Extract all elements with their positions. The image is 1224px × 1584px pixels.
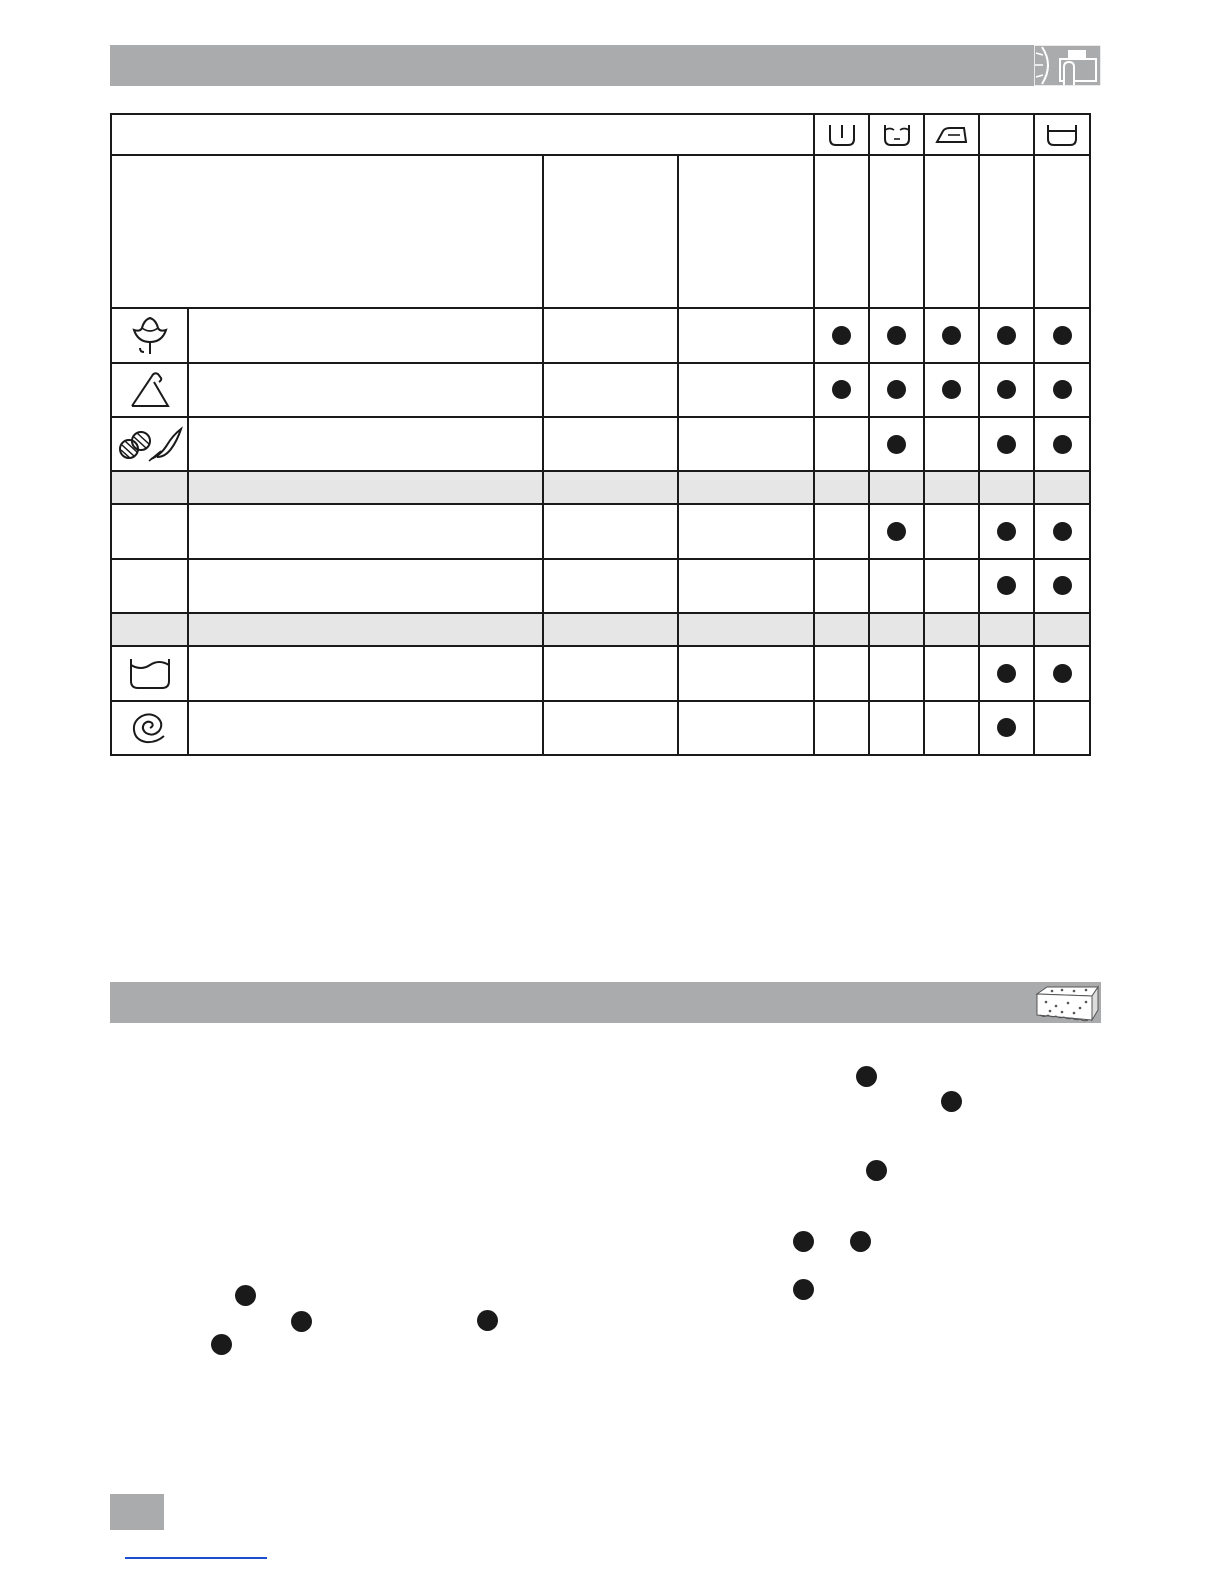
programme-selector-icon bbox=[1034, 45, 1101, 86]
option-cell bbox=[1034, 646, 1090, 700]
option-available-dot bbox=[1053, 664, 1072, 683]
programme-options-table bbox=[110, 113, 1091, 756]
bullet-marker bbox=[235, 1285, 256, 1306]
section-header-bar-maintenance bbox=[110, 982, 1101, 1023]
row-programme-cell bbox=[188, 559, 543, 613]
option-available-dot bbox=[1053, 380, 1072, 399]
band-cell bbox=[979, 613, 1034, 646]
prewash-header-cell bbox=[869, 155, 924, 308]
option-cell bbox=[814, 504, 869, 558]
option-cell bbox=[979, 417, 1034, 471]
option-available-dot bbox=[942, 326, 961, 345]
option-cell bbox=[924, 504, 979, 558]
option-available-dot bbox=[832, 326, 851, 345]
bullet-marker bbox=[477, 1310, 498, 1331]
table-band-row bbox=[111, 471, 1090, 504]
rinse-tub-icon bbox=[127, 655, 173, 691]
easy-iron-header-cell bbox=[924, 155, 979, 308]
row-programme-cell bbox=[188, 417, 543, 471]
row-load-cell bbox=[678, 504, 814, 558]
bullet-marker bbox=[211, 1334, 232, 1355]
option-cell bbox=[924, 646, 979, 700]
option-available-dot bbox=[887, 522, 906, 541]
option-available-dot bbox=[997, 326, 1016, 345]
option-cell bbox=[1034, 504, 1090, 558]
option-available-dot bbox=[942, 380, 961, 399]
row-symbol-cell bbox=[111, 504, 188, 558]
table-row bbox=[111, 701, 1090, 755]
column-header-prewash bbox=[869, 114, 924, 155]
option-cell bbox=[924, 559, 979, 613]
row-programme-cell bbox=[188, 308, 543, 362]
table-header-blank-cell bbox=[111, 114, 814, 155]
row-symbol-cell bbox=[111, 308, 188, 362]
spin-header-cell bbox=[814, 155, 869, 308]
table-row bbox=[111, 363, 1090, 417]
band-cell bbox=[188, 471, 543, 504]
wool-delicates-icon bbox=[117, 425, 183, 463]
option-cell bbox=[869, 363, 924, 417]
option-cell bbox=[1034, 308, 1090, 362]
bullet-marker bbox=[850, 1231, 871, 1252]
bullet-marker bbox=[291, 1311, 312, 1332]
band-cell bbox=[924, 613, 979, 646]
row-temperature-cell bbox=[543, 559, 678, 613]
row-load-cell bbox=[678, 701, 814, 755]
row-programme-cell bbox=[188, 504, 543, 558]
option-cell bbox=[814, 308, 869, 362]
option-available-dot bbox=[887, 380, 906, 399]
option-available-dot bbox=[997, 435, 1016, 454]
option-available-dot bbox=[1053, 522, 1072, 541]
row-programme-cell bbox=[188, 701, 543, 755]
option-cell bbox=[924, 701, 979, 755]
option-available-dot bbox=[997, 380, 1016, 399]
row-temperature-cell bbox=[543, 701, 678, 755]
option-cell bbox=[1034, 559, 1090, 613]
table-row bbox=[111, 417, 1090, 471]
band-cell bbox=[111, 471, 188, 504]
synthetics-icon bbox=[128, 370, 172, 410]
band-cell bbox=[979, 471, 1034, 504]
table-row bbox=[111, 308, 1090, 362]
bullet-marker bbox=[941, 1091, 962, 1112]
row-load-cell bbox=[678, 417, 814, 471]
row-temperature-cell bbox=[543, 646, 678, 700]
row-symbol-cell bbox=[111, 363, 188, 417]
row-temperature-cell bbox=[543, 363, 678, 417]
row-load-cell bbox=[678, 308, 814, 362]
page-number-tab bbox=[110, 1494, 164, 1530]
table-row bbox=[111, 559, 1090, 613]
band-cell bbox=[1034, 613, 1090, 646]
option-cell bbox=[979, 646, 1034, 700]
option-cell bbox=[814, 701, 869, 755]
table-label-header-row bbox=[111, 155, 1090, 308]
option-cell bbox=[814, 646, 869, 700]
bullet-marker bbox=[856, 1066, 877, 1087]
row-load-cell bbox=[678, 363, 814, 417]
option-available-dot bbox=[1053, 435, 1072, 454]
band-cell bbox=[814, 613, 869, 646]
section-header-bar-programmes bbox=[110, 45, 1101, 86]
programme-header-cell bbox=[111, 155, 543, 308]
option-cell bbox=[979, 701, 1034, 755]
load-header-cell bbox=[678, 155, 814, 308]
row-programme-cell bbox=[188, 646, 543, 700]
option-cell bbox=[869, 646, 924, 700]
column-header-spin bbox=[814, 114, 869, 155]
row-programme-cell bbox=[188, 363, 543, 417]
band-cell bbox=[1034, 471, 1090, 504]
option-cell bbox=[869, 559, 924, 613]
option-cell bbox=[979, 559, 1034, 613]
band-cell bbox=[869, 471, 924, 504]
option-available-dot bbox=[832, 380, 851, 399]
prewash-tub-icon bbox=[882, 122, 912, 148]
row-temperature-cell bbox=[543, 417, 678, 471]
option-available-dot bbox=[997, 718, 1016, 737]
table-icon-header-row bbox=[111, 114, 1090, 155]
sponge-icon bbox=[1034, 982, 1101, 1023]
table-row bbox=[111, 504, 1090, 558]
option-cell bbox=[869, 417, 924, 471]
option-available-dot bbox=[997, 664, 1016, 683]
band-cell bbox=[678, 613, 814, 646]
band-cell bbox=[543, 471, 678, 504]
table-row bbox=[111, 646, 1090, 700]
iron-icon bbox=[934, 124, 970, 146]
row-symbol-cell bbox=[111, 701, 188, 755]
option-cell bbox=[924, 308, 979, 362]
row-load-cell bbox=[678, 559, 814, 613]
option-cell bbox=[924, 417, 979, 471]
band-cell bbox=[678, 471, 814, 504]
bullet-marker bbox=[793, 1231, 814, 1252]
option-cell bbox=[869, 504, 924, 558]
row-symbol-cell bbox=[111, 417, 188, 471]
option-available-dot bbox=[997, 522, 1016, 541]
option-cell bbox=[869, 701, 924, 755]
option-available-dot bbox=[1053, 326, 1072, 345]
rinse-hold-header-cell bbox=[1034, 155, 1090, 308]
row-temperature-cell bbox=[543, 308, 678, 362]
band-cell bbox=[814, 471, 869, 504]
band-cell bbox=[924, 471, 979, 504]
row-load-cell bbox=[678, 646, 814, 700]
bullet-marker bbox=[866, 1160, 887, 1181]
option-cell bbox=[1034, 363, 1090, 417]
extra-header-cell bbox=[979, 155, 1034, 308]
temperature-header-cell bbox=[543, 155, 678, 308]
option-cell bbox=[814, 363, 869, 417]
band-cell bbox=[188, 613, 543, 646]
option-available-dot bbox=[1053, 576, 1072, 595]
bullet-marker bbox=[793, 1279, 814, 1300]
cotton-icon bbox=[130, 314, 170, 356]
rinse-hold-tub-icon bbox=[1045, 122, 1079, 148]
option-cell bbox=[979, 504, 1034, 558]
option-available-dot bbox=[997, 576, 1016, 595]
column-header-easy-iron bbox=[924, 114, 979, 155]
link-underline[interactable] bbox=[125, 1557, 267, 1559]
spin-spiral-icon bbox=[130, 710, 170, 746]
option-available-dot bbox=[887, 326, 906, 345]
option-cell bbox=[979, 363, 1034, 417]
row-symbol-cell bbox=[111, 559, 188, 613]
band-cell bbox=[111, 613, 188, 646]
option-cell bbox=[814, 559, 869, 613]
option-cell bbox=[1034, 417, 1090, 471]
column-header-rinse-hold bbox=[1034, 114, 1090, 155]
table-band-row bbox=[111, 613, 1090, 646]
option-cell bbox=[979, 308, 1034, 362]
row-symbol-cell bbox=[111, 646, 188, 700]
option-cell bbox=[869, 308, 924, 362]
row-temperature-cell bbox=[543, 504, 678, 558]
spin-tub-icon bbox=[827, 122, 857, 148]
option-cell bbox=[924, 363, 979, 417]
column-header-extra bbox=[979, 114, 1034, 155]
option-cell bbox=[814, 417, 869, 471]
band-cell bbox=[543, 613, 678, 646]
option-available-dot bbox=[887, 435, 906, 454]
option-cell bbox=[1034, 701, 1090, 755]
band-cell bbox=[869, 613, 924, 646]
